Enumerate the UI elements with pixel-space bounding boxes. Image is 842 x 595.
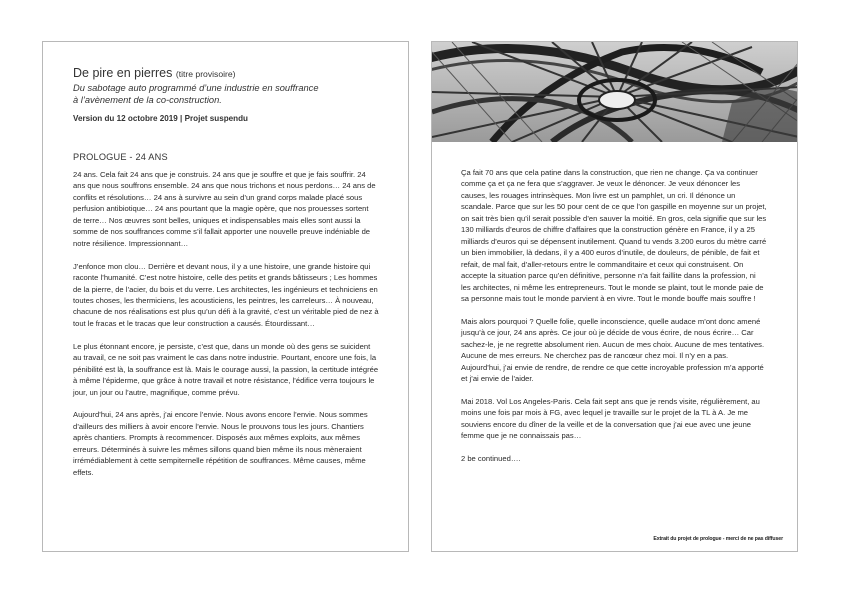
version-line: Version du 12 octobre 2019 | Projet suspendu xyxy=(73,114,248,123)
paragraph: J’enfonce mon clou… Derrière et devant nous, il y a une histoire, une grande histoire qui raconte l’humanité. C’est notre histoire, celle des petits et grands bâtisseurs ; Les hommes de la pierre, de l’acier, du bois et du verre. Les architectes, les ingénieurs et techniciens en toutes choses, les thermiciens, les acousticiens, les peintres, les carreleurs… À nouveau, chacune de nos réalisations est plus qu’un défi à la gravité, c’est un véritable pied de nez à tout le fracas et le tracas que leur construction a causés. Étourdissant… xyxy=(73,261,379,328)
paragraph: 24 ans. Cela fait 24 ans que je construis. 24 ans que je souffre et que je fais souffrir. 24 ans que nous souffrons ensemble. 24 ans que nous trichons et nous perdons… 24 ans de conflits et résolutions… 24 ans à survivre au sein d’un grand corps malade placé sous perfusion antibiotique… 24 ans pourtant que la magie opère, que nos prouesses sortent de terre… Nos œuvres sont belles, uniques et indispensables mais elles sont aussi la somme de nos souffrances comme s’il fallait apporter une nouvelle preuve indéniable de notre résilience. Impressionnant… xyxy=(73,170,376,248)
book-subtitle xyxy=(73,82,393,106)
paragraph: Le plus étonnant encore, je persiste, c’est que, dans un monde où des gens se suicident au travail, ce ne soit pas vraiment le cas dans notre industrie. Pourtant, encore une fois, la pénibilité est là, la souffrance est là. Mais le courage aussi, la passion, la certitude intégrée à même l’épiderme, que grâce à notre travail et notre résistance, l’édifice verra toujours le jour, un jour ou l’autre, magnifique, comme prévu. xyxy=(73,341,379,397)
subtitle-line: Du sabotage auto programmé d’une industrie en souffrance xyxy=(73,83,319,93)
title-note: (titre provisoire) xyxy=(175,69,236,79)
paragraph: Mais alors pourquoi ? Quelle folie, quelle inconscience, quelle audace m’ont donc amené jusqu’à ce jour, 24 ans après. Ce jour où je décide de vous écrire, de nous écrire… Car sachez-le, je ne regrette absolument rien. Aucun de mes choix. Aucune de mes tentatives. Aucune de mes erreurs. Ne cherchez pas de rancœur chez moi. Il n’y en a pas. Aujourd’hui, j’ai envie de rendre, de rendre ce que cette incroyable profession m’a apporté et j’ai envie de l’aider. xyxy=(461,316,765,384)
section-heading: PROLOGUE - 24 ANS xyxy=(73,152,168,162)
paragraph: Ça fait 70 ans que cela patine dans la construction, que rien ne change. Ça va continuer comme ça et ça ne fera que s’aggraver. Je veux le dénoncer. Je veux dénoncer les causes, les rouages intrinsèques. Mon livre est un pamphlet, un cri. Il dénonce un scandale. Parce que sur les 50 pour cent de ce que l’on gaspille en moyenne sur un projet, on sait très bien qu’il serait possible d’en sauver la moitié. En gros, cela signifie que sur les 130 milliards d’euros de chiffre d’affaires que la construction génère en France, il y a 25 milliards d’euros qui se dépensent inutilement. Quand tu vends 3.200 euros du mètre carré un bien immobilier, là dedans, il y a 400 euros d’inutile, de douleurs, de pénible, de fait et refait, de mal fait, d’aller-retours entre le commanditaire et ceux qui construisent. On accepte la situation parce qu’en définitive, personne n’a fait faillite dans la profession, ni les architectes, ni même les entrepreneurs. Tout le monde se plaint, tout le monde paie de sa personne mais tout le monde parvient à en vivre. Tout le monde bouffe mais souffre ! xyxy=(461,168,767,303)
paragraph: Mai 2018. Vol Los Angeles-Paris. Cela fait sept ans que je rends visite, régulièrement, au moins une fois par mois à FG, avec lequel je travaille sur le projet de la TL à A. Je me souviens encore du dîner de la veille et de la conversation que j’ai eue avec une jeune femme que je ne connaissais pas… xyxy=(461,397,760,441)
book-title-text: De pire en pierres xyxy=(73,66,173,80)
structure-photo xyxy=(432,42,798,142)
subtitle-line: à l’avènement de la co-construction. xyxy=(73,95,222,105)
left-body-text xyxy=(73,169,379,490)
book-title xyxy=(73,66,236,82)
left-page xyxy=(42,41,409,552)
right-body-text xyxy=(461,167,767,476)
right-page xyxy=(431,41,798,552)
footer-note: Extrait du projet de prologue - merci de ne pas diffuser xyxy=(653,536,783,542)
steel-structure-image xyxy=(432,42,798,142)
continued-note: 2 be continued…. xyxy=(461,454,521,464)
paragraph: Aujourd’hui, 24 ans après, j’ai encore l’envie. Nous avons encore l’envie. Nous sommes d’ailleurs des milliers à avoir encore l’envie. Nous le prouvons tous les jours. Chantiers après chantiers. Prompts à recommencer. Disposés aux mêmes exploits, aux mêmes erreurs. Déterminés à suivre les mêmes sillons quand bien même ils nous mèneraient irrémédiablement à cette sempiternelle répétition de souffrances. Même causes, même effets. xyxy=(73,410,368,477)
